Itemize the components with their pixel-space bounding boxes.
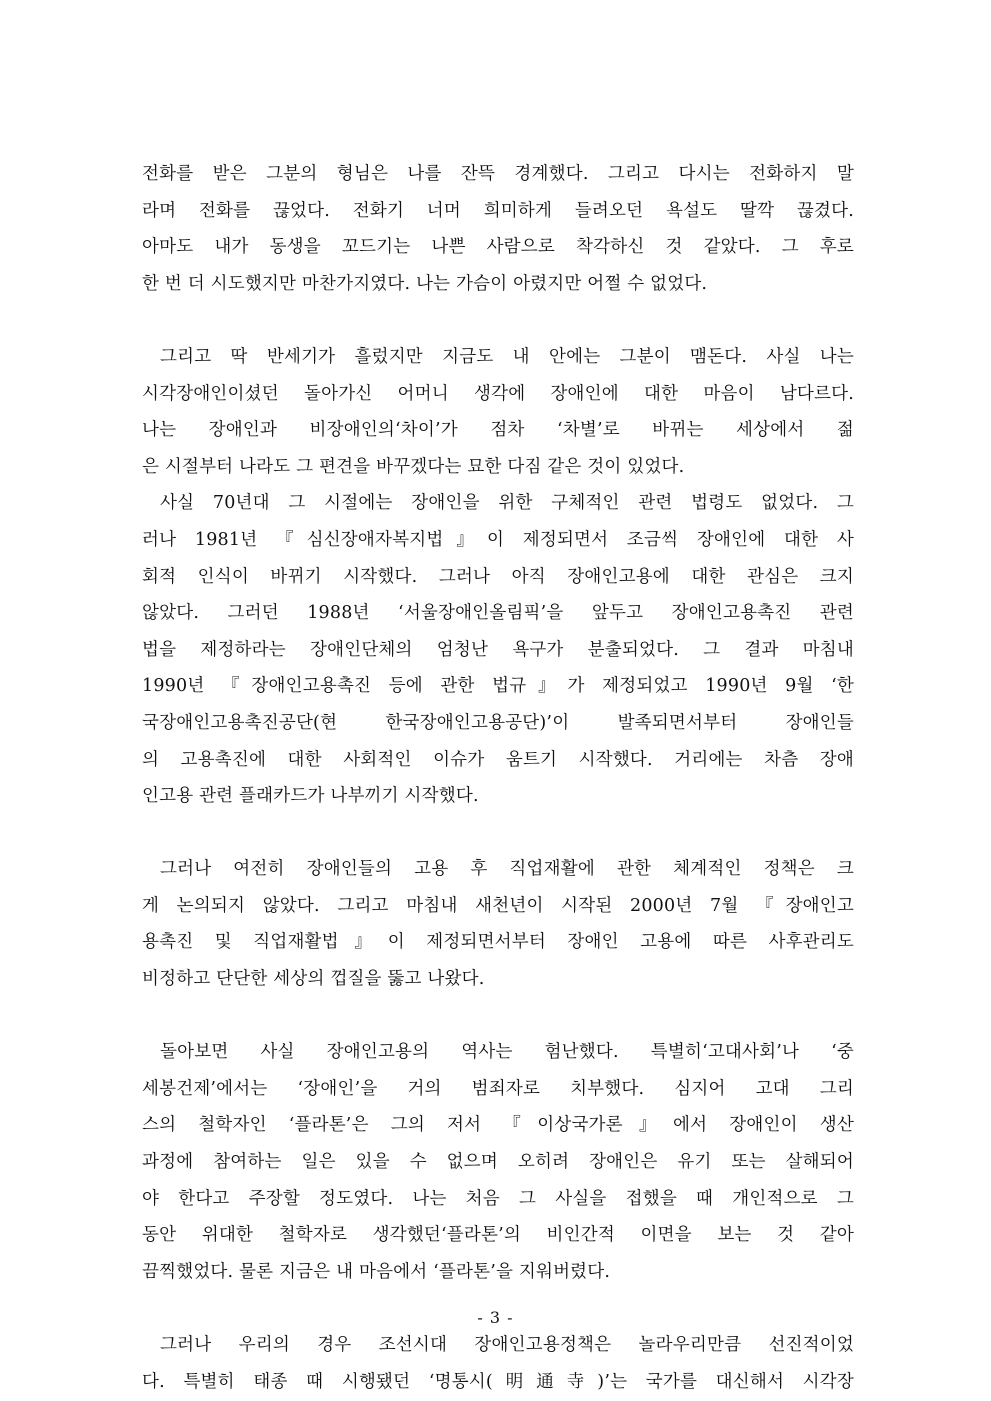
paragraph-6 (142, 1327, 854, 1400)
paragraph-gap (142, 815, 854, 852)
text-line: 세봉건제’에서는 ‘장애인’을 거의 범죄자로 치부했다. 심지어 고대 그리 (142, 1078, 854, 1099)
text-line: 않았다. 그러던 1988년 ‘서울장애인올림픽’을 앞두고 장애인고용촉진 관련 (142, 603, 854, 624)
text-line: 인고용 관련 플래카드가 나부끼기 시작했다. (142, 786, 479, 807)
text-line: 라며 전화를 끊었다. 전화기 너머 희미하게 들려오던 욕설도 딸깍 끊겼다. (142, 200, 854, 221)
text-line: 스의 철학자인 ‘플라톤’은 그의 저서 『이상국가론』에서 장애인이 생산 (142, 1115, 854, 1136)
text-line: 그러나 여전히 장애인들의 고용 후 직업재활에 관한 체계적인 정책은 크 (160, 859, 854, 880)
text-line: 아마도 내가 동생을 꼬드기는 나쁜 사람으로 착각하신 것 같았다. 그 후로 (142, 237, 854, 258)
text-line: 법을 제정하라는 장애인단체의 엄청난 욕구가 분출되었다. 그 결과 마침내 (142, 639, 854, 660)
text-line: 전화를 받은 그분의 형님은 나를 잔뜩 경계했다. 그리고 다시는 전화하지 말 (142, 164, 854, 184)
body-text (142, 156, 854, 1400)
text-line: 게 논의되지 않았다. 그리고 마침내 새천년이 시작된 2000년 7월 『장애인고 (142, 895, 854, 916)
text-line: 나는 장애인과 비장애인의‘차이’가 점차 ‘차별’로 바뀌는 세상에서 젊 (142, 420, 854, 441)
text-line: 야 한다고 주장할 정도였다. 나는 처음 그 사실을 접했을 때 개인적으로 그 (142, 1188, 854, 1209)
text-line: 1990년 『장애인고용촉진 등에 관한 법규』가 제정되었고 1990년 9월 ‘한 (142, 676, 854, 697)
text-line: 그러나 우리의 경우 조선시대 장애인고용정책은 놀라우리만큼 선진적이었 (160, 1335, 854, 1355)
page-number: - 3 - (477, 1308, 514, 1327)
text-line: 시각장애인이셨던 돌아가신 어머니 생각에 장애인에 대한 마음이 남다르다. (142, 383, 854, 404)
text-line: 끔찍했었다. 물론 지금은 내 마음에서 ‘플라톤’을 지워버렸다. (142, 1261, 611, 1282)
paragraph-2 (142, 339, 854, 485)
text-line: 한 번 더 시도했지만 마찬가지였다. 나는 가슴이 아렸지만 어쩔 수 없었다. (142, 273, 708, 294)
paragraph-5 (142, 1034, 854, 1290)
text-line: 동안 위대한 철학자로 생각했던‘플라톤’의 비인간적 이면을 보는 것 같아 (142, 1225, 854, 1246)
paragraph-4 (142, 851, 854, 997)
text-line: 비정하고 단단한 세상의 껍질을 뚫고 나왔다. (142, 969, 485, 990)
text-line: 용촉진 및 직업재활법』이 제정되면서부터 장애인 고용에 따른 사후관리도 (142, 932, 854, 953)
text-line: 국장애인고용촉진공단(현 한국장애인고용공단)’이 발족되면서부터 장애인들 (142, 712, 854, 733)
text-line: 의 고용촉진에 대한 사회적인 이슈가 움트기 시작했다. 거리에는 차츰 장애 (142, 749, 854, 770)
text-line: 다. 특별히 태종 때 시행됐던 ‘명통시(明通寺)’는 국가를 대신해서 시각장 (142, 1371, 854, 1392)
paragraph-gap (142, 998, 854, 1035)
text-line: 과정에 참여하는 일은 있을 수 없으며 오히려 장애인은 유기 또는 살해되어 (142, 1152, 854, 1173)
text-line: 그리고 딱 반세기가 흘렀지만 지금도 내 안에는 그분이 맴돈다. 사실 나는 (160, 346, 854, 367)
text-line: 회적 인식이 바뀌기 시작했다. 그러나 아직 장애인고용에 대한 관심은 크지 (142, 566, 854, 587)
paragraph-3 (142, 485, 854, 814)
text-line: 사실 70년대 그 시절에는 장애인을 위한 구체적인 관련 법령도 없었다. 그 (160, 493, 854, 514)
text-line: 돌아보면 사실 장애인고용의 역사는 험난했다. 특별히‘고대사회’나 ‘중 (160, 1042, 854, 1063)
text-line: 은 시절부터 나라도 그 편견을 바꾸겠다는 묘한 다짐 같은 것이 있었다. (142, 456, 685, 477)
paragraph-1 (142, 156, 854, 302)
text-line: 러나 1981년 『심신장애자복지법』이 제정되면서 조금씩 장애인에 대한 사 (142, 529, 854, 550)
paragraph-gap (142, 302, 854, 339)
